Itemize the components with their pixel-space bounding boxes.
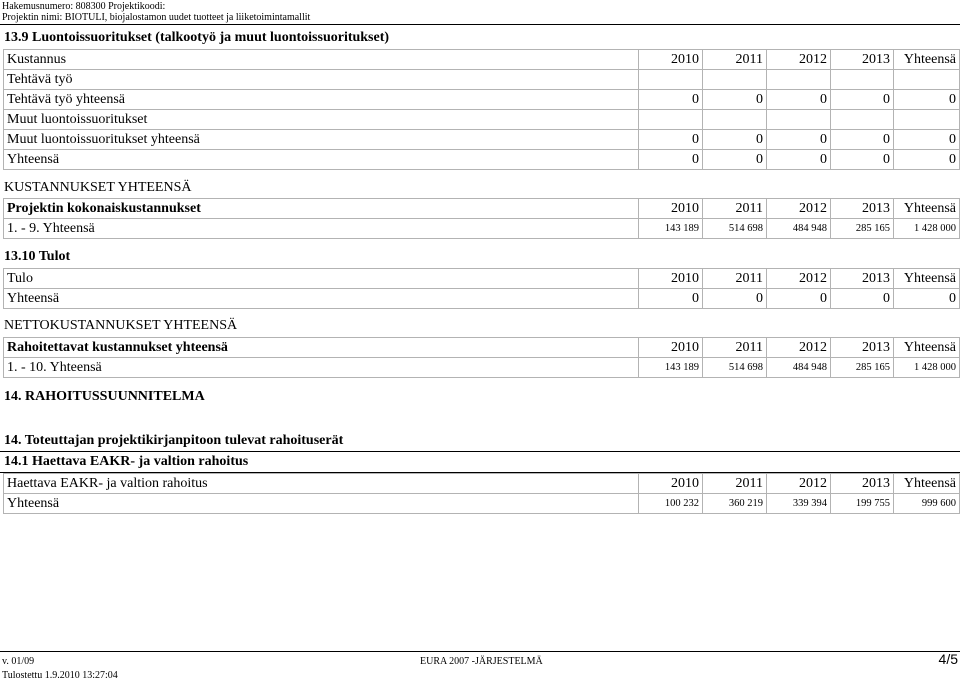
cell — [639, 110, 703, 130]
section-14-1-title: 14.1 Haettava EAKR- ja valtion rahoitus — [4, 454, 249, 469]
document-header — [2, 1, 310, 23]
table-row — [4, 110, 960, 130]
table-row — [4, 358, 960, 378]
section-14-title: 14. RAHOITUSSUUNNITELMA — [4, 389, 205, 404]
table-row — [4, 494, 960, 514]
luontoissuoritukset-table — [3, 49, 960, 170]
cell: 0 — [767, 289, 831, 309]
cell: 0 — [894, 289, 960, 309]
project-name: Projektin nimi: BIOTULI, biojalostamon uudet tuotteet ja liiketoimintamallit — [2, 12, 311, 23]
cell: 285 165 — [831, 219, 894, 239]
cell: 285 165 — [831, 358, 894, 378]
row-label: Yhteensä — [4, 150, 639, 170]
cell — [703, 70, 767, 90]
column-header: Projektin kokonaiskustannukset — [4, 199, 639, 219]
cell: 0 — [767, 150, 831, 170]
cell — [831, 70, 894, 90]
cell: 0 — [894, 90, 960, 110]
column-header: 2011 — [703, 338, 767, 358]
cell: 199 755 — [831, 494, 894, 514]
cell: 0 — [831, 150, 894, 170]
cell: 0 — [639, 150, 703, 170]
column-header: 2013 — [831, 50, 894, 70]
cell: 0 — [639, 90, 703, 110]
cell: 0 — [767, 90, 831, 110]
table-header-row — [4, 50, 960, 70]
cell — [894, 70, 960, 90]
footer-version: v. 01/09 — [2, 656, 35, 667]
cell: 0 — [703, 90, 767, 110]
cell: 484 948 — [767, 358, 831, 378]
column-header: Kustannus — [4, 50, 639, 70]
footer-system: EURA 2007 -JÄRJESTELMÄ — [420, 656, 543, 667]
column-header: Rahoitettavat kustannukset yhteensä — [4, 338, 639, 358]
table-row — [4, 90, 960, 110]
cell — [894, 110, 960, 130]
row-label: Muut luontoissuoritukset yhteensä — [4, 130, 639, 150]
column-header: 2010 — [639, 338, 703, 358]
tulot-table — [3, 268, 960, 309]
table-row — [4, 70, 960, 90]
cell: 0 — [894, 130, 960, 150]
column-header: 2010 — [639, 199, 703, 219]
column-header: 2011 — [703, 199, 767, 219]
cell: 514 698 — [703, 219, 767, 239]
column-header: 2011 — [703, 50, 767, 70]
table-row — [4, 289, 960, 309]
column-header: Yhteensä — [894, 199, 960, 219]
row-label: 1. - 10. Yhteensä — [4, 358, 639, 378]
table-header-row — [4, 199, 960, 219]
cell: 100 232 — [639, 494, 703, 514]
cell: 0 — [703, 289, 767, 309]
cell: 339 394 — [767, 494, 831, 514]
column-header: 2010 — [639, 50, 703, 70]
cell: 1 428 000 — [894, 219, 960, 239]
column-header: 2012 — [767, 199, 831, 219]
cell: 0 — [767, 130, 831, 150]
section-13-10-title: 13.10 Tulot — [4, 249, 71, 264]
row-label: Tehtävä työ yhteensä — [4, 90, 639, 110]
cell: 360 219 — [703, 494, 767, 514]
column-header: 2012 — [767, 338, 831, 358]
row-label: Muut luontoissuoritukset — [4, 110, 639, 130]
column-header: 2011 — [703, 269, 767, 289]
cell: 999 600 — [894, 494, 960, 514]
column-header: Yhteensä — [894, 269, 960, 289]
column-header: Tulo — [4, 269, 639, 289]
cell: 0 — [639, 289, 703, 309]
footer-rule — [0, 651, 960, 652]
footer-printed: Tulostettu 1.9.2010 13:27:04 — [2, 670, 118, 681]
cell: 484 948 — [767, 219, 831, 239]
row-label: Yhteensä — [4, 494, 639, 514]
section-14-subtitle: 14. Toteuttajan projektikirjanpitoon tulevat rahoituserät — [4, 433, 344, 448]
cell: 1 428 000 — [894, 358, 960, 378]
kustannukset-table — [3, 198, 960, 239]
section-13-9-title: 13.9 Luontoissuoritukset (talkootyö ja muut luontoissuoritukset) — [4, 30, 390, 45]
table-header-row — [4, 338, 960, 358]
footer-page-number: 4/5 — [938, 651, 958, 667]
header-rule — [0, 24, 960, 25]
table-header-row — [4, 269, 960, 289]
column-header: 2010 — [639, 269, 703, 289]
column-header: Yhteensä — [894, 338, 960, 358]
table-row — [4, 150, 960, 170]
column-header: 2013 — [831, 474, 894, 494]
cell — [831, 110, 894, 130]
cell: 0 — [703, 130, 767, 150]
cell: 143 189 — [639, 219, 703, 239]
cell: 0 — [831, 130, 894, 150]
cell: 514 698 — [703, 358, 767, 378]
netto-table — [3, 337, 960, 378]
section-rule — [0, 451, 960, 452]
kustannukset-title: KUSTANNUKSET YHTEENSÄ — [4, 180, 192, 195]
cell: 0 — [831, 289, 894, 309]
column-header: 2012 — [767, 269, 831, 289]
cell: 0 — [831, 90, 894, 110]
column-header: Yhteensä — [894, 474, 960, 494]
netto-title: NETTOKUSTANNUKSET YHTEENSÄ — [4, 318, 238, 333]
table-header-row — [4, 474, 960, 494]
row-label: Tehtävä työ — [4, 70, 639, 90]
column-header: 2010 — [639, 474, 703, 494]
column-header: Yhteensä — [894, 50, 960, 70]
cell: 0 — [639, 130, 703, 150]
row-label: 1. - 9. Yhteensä — [4, 219, 639, 239]
cell: 143 189 — [639, 358, 703, 378]
column-header: 2013 — [831, 269, 894, 289]
cell — [767, 70, 831, 90]
column-header: 2013 — [831, 199, 894, 219]
table-row — [4, 219, 960, 239]
column-header: Haettava EAKR- ja valtion rahoitus — [4, 474, 639, 494]
table-row — [4, 130, 960, 150]
rahoitus-table — [3, 473, 960, 514]
column-header: 2011 — [703, 474, 767, 494]
cell: 0 — [703, 150, 767, 170]
row-label: Yhteensä — [4, 289, 639, 309]
cell: 0 — [894, 150, 960, 170]
application-number: Hakemusnumero: 808300 Projektikoodi: — [2, 1, 166, 12]
cell — [767, 110, 831, 130]
column-header: 2012 — [767, 50, 831, 70]
column-header: 2013 — [831, 338, 894, 358]
cell — [703, 110, 767, 130]
cell — [639, 70, 703, 90]
column-header: 2012 — [767, 474, 831, 494]
